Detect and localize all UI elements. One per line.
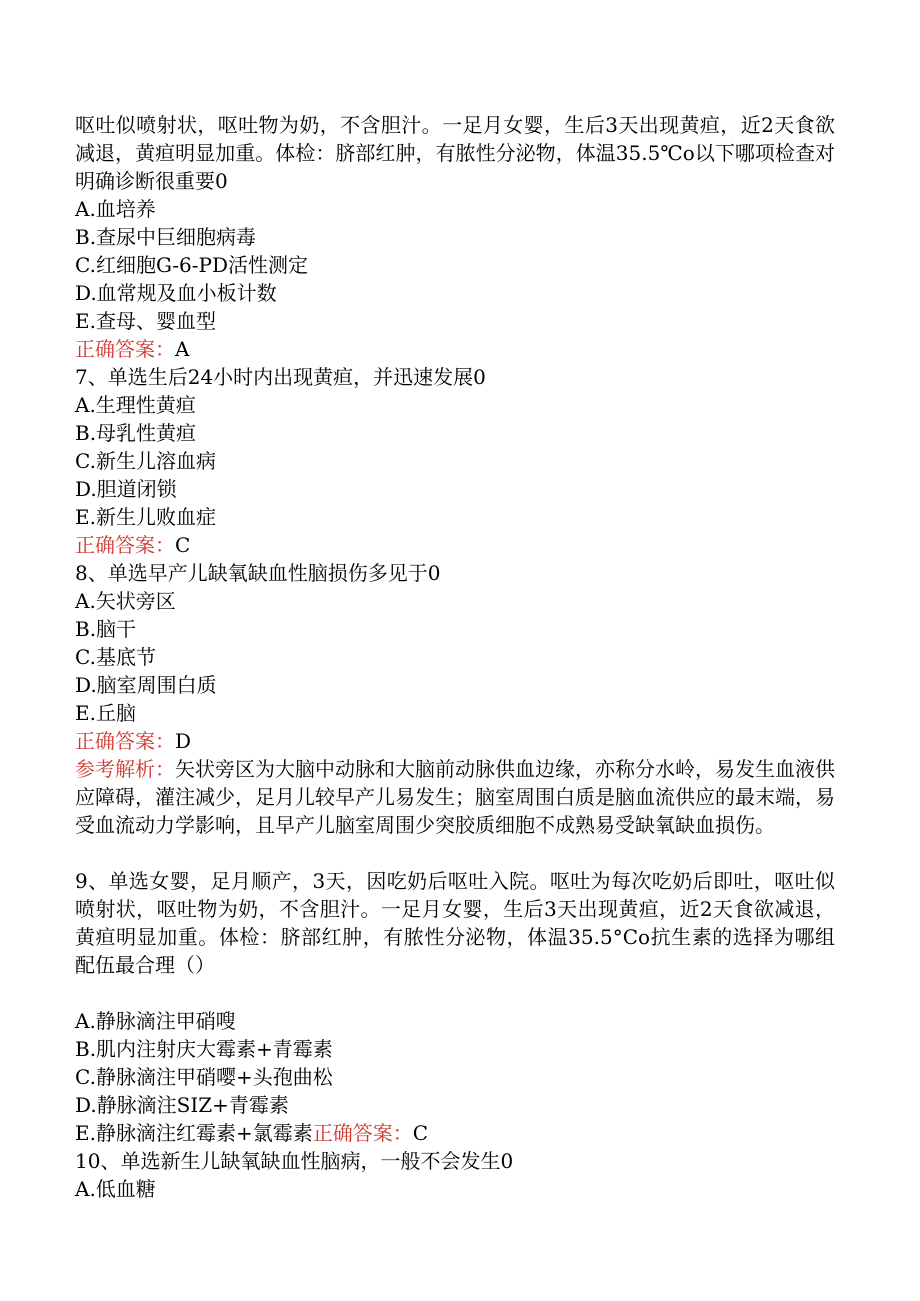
analysis-label: 参考解析： (75, 757, 175, 781)
question-stem-9: 9、单选女婴，足月顺产，3天，因吃奶后呕吐入院。呕吐为每次吃奶后即吐，呕吐似喷射状，呕吐物为奶，不含胆汁。一足月女婴，生后3天出现黄疸，近2天食欲减退，黄疸明显加重。体检：脐部红肿，有脓性分泌物，体温35.5°Co抗生素的选择为哪组配伍最合理（） (75, 869, 835, 977)
answer-value: A (175, 337, 190, 361)
answer-label: 正确答案： (312, 1121, 413, 1145)
answer-label: 正确答案： (75, 337, 175, 361)
answer-value: C (175, 533, 191, 557)
option-e: E.静脉滴注红霉素+氯霉素 (75, 1121, 313, 1145)
question-stem-8: 8、单选早产儿缺氧缺血性脑损伤多见于0 (75, 561, 441, 585)
option-d: D.静脉滴注SIZ+青霉素 (75, 1093, 289, 1117)
option-a: A.矢状旁区 (75, 589, 176, 613)
option-e: E.丘脑 (75, 701, 136, 725)
answer-line (75, 727, 835, 755)
answer-line (75, 335, 835, 363)
option-e-with-answer (75, 1119, 835, 1147)
answer-line (75, 531, 835, 559)
document-page (75, 111, 835, 1203)
analysis-paragraph (75, 755, 835, 867)
option-e: E.新生儿败血症 (75, 505, 216, 529)
option-a: A.低血糖 (75, 1177, 156, 1201)
question-stem-intro: 呕吐似喷射状，呕吐物为奶，不含胆汁。一足月女婴，生后3天出现黄疸，近2天食欲减退，黄疸明显加重。体检：脐部红肿，有脓性分泌物，体温35.5℃o以下哪项检查对明确诊断很重要0 (75, 113, 835, 193)
option-d: D.胆道闭锁 (75, 477, 177, 501)
answer-label: 正确答案： (75, 533, 175, 557)
option-b: B.母乳性黄疸 (75, 421, 197, 445)
option-a: A.血培养 (75, 197, 156, 221)
question-stem-7: 7、单选生后24小时内出现黄疸，并迅速发展0 (75, 365, 486, 389)
question-stem-10: 10、单选新生儿缺氧缺血性脑病，一般不会发生0 (75, 1149, 514, 1173)
option-a: A.静脉滴注甲硝嗖 (75, 1009, 236, 1033)
option-c: C.红细胞G-6-PD活性测定 (75, 253, 309, 277)
option-b: B.肌内注射庆大霉素+青霉素 (75, 1037, 333, 1061)
answer-label: 正确答案： (75, 729, 175, 753)
option-a: A.生理性黄疸 (75, 393, 196, 417)
option-d: D.脑室周围白质 (75, 673, 217, 697)
option-d: D.血常规及血小板计数 (75, 281, 277, 305)
option-e: E.查母、婴血型 (75, 309, 216, 333)
option-c: C.新生儿溶血病 (75, 449, 216, 473)
answer-value: C (412, 1121, 429, 1145)
option-b: B.脑干 (75, 617, 137, 641)
answer-value: D (175, 729, 192, 753)
option-c: C.基底节 (75, 645, 156, 669)
option-b: B.查尿中巨细胞病毒 (75, 225, 257, 249)
option-c: C.静脉滴注甲硝嘤+头孢曲松 (75, 1065, 333, 1089)
analysis-text: 矢状旁区为大脑中动脉和大脑前动脉供血边缘，亦称分水岭，易发生血液供应障碍，灌注减少，足月儿较早产儿易发生；脑室周围白质是脑血流供应的最末端，易受血流动力学影响，且早产儿脑室周围少突胶质细胞不成熟易受缺氧缺血损伤。 (75, 757, 835, 837)
